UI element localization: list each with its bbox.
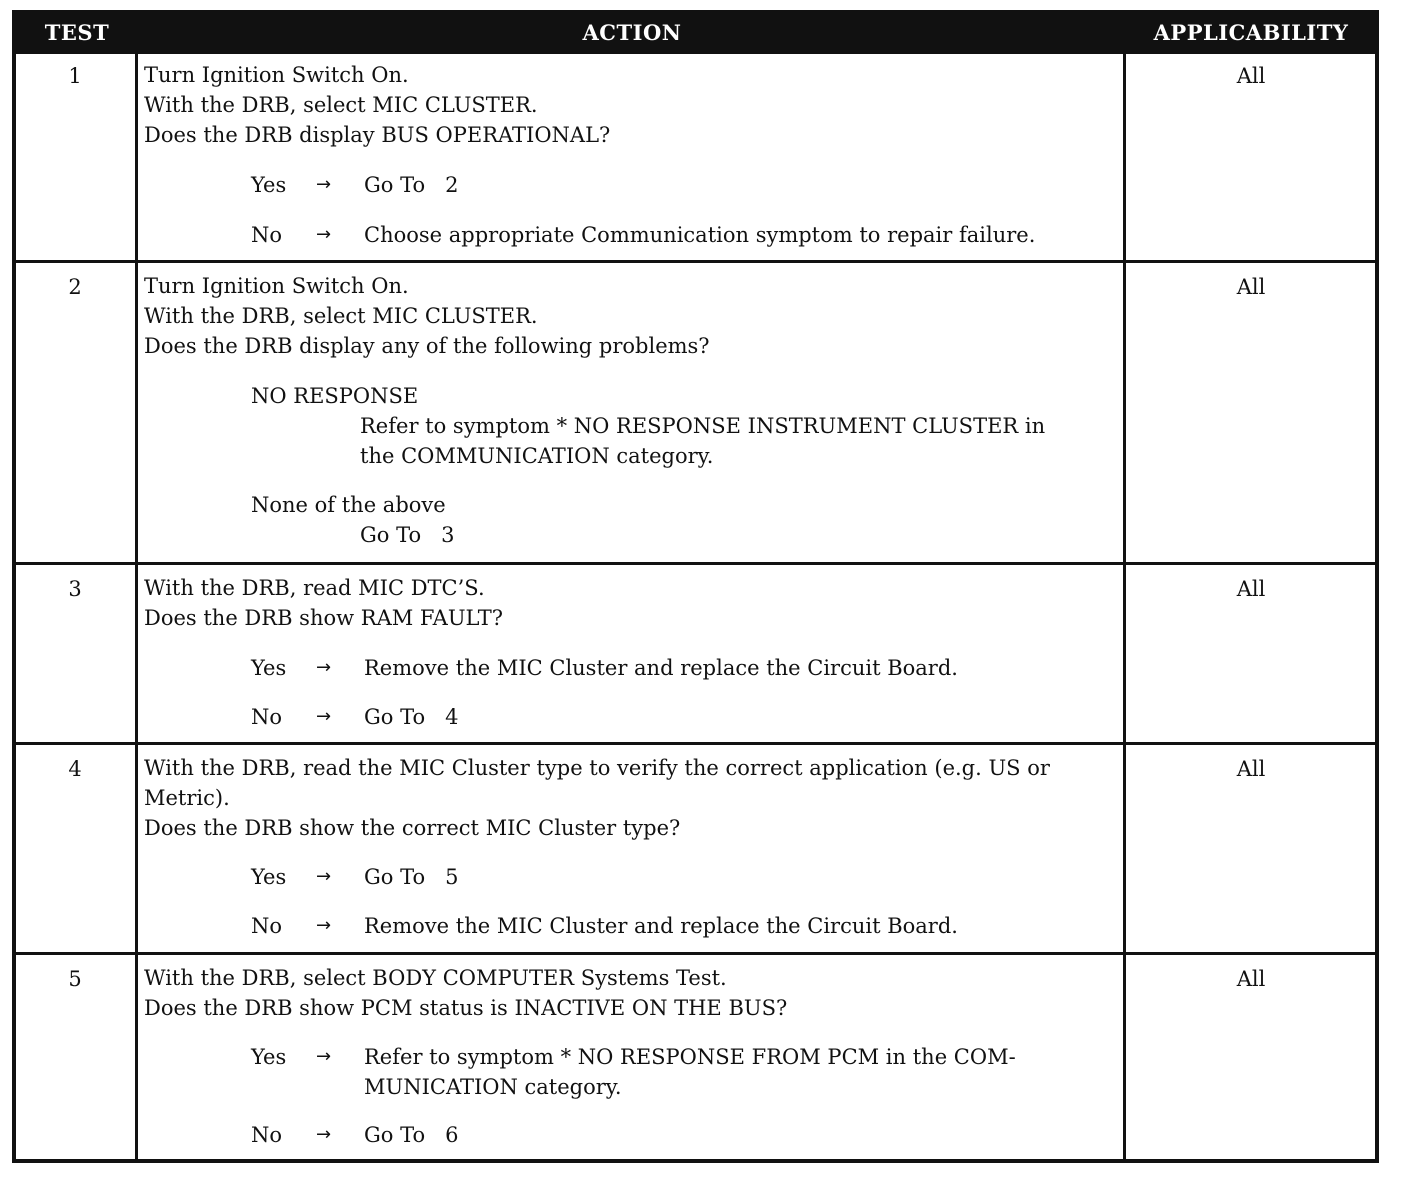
no-result: Choose appropriate Communication symptom to repair failure. (364, 223, 1036, 247)
row-divider (16, 562, 1375, 565)
arrow-icon: → (316, 1046, 332, 1067)
no-label: No (251, 914, 283, 938)
no-result: Go To 4 (364, 705, 459, 729)
no-label: No (251, 1123, 283, 1147)
action-line: Turn Ignition Switch On. (144, 63, 409, 87)
test-number: 1 (68, 64, 82, 88)
yes-label: Yes (251, 173, 287, 197)
diagnostic-table (12, 10, 1379, 1163)
action-line: Metric). (144, 786, 230, 810)
yes-result: MUNICATION category. (364, 1075, 622, 1099)
row-divider (16, 952, 1375, 955)
option-label: NO RESPONSE (251, 384, 419, 408)
action-line: With the DRB, select BODY COMPUTER Systems Test. (144, 966, 727, 990)
action-line: Turn Ignition Switch On. (144, 274, 409, 298)
yes-result: Remove the MIC Cluster and replace the Circuit Board. (364, 656, 958, 680)
applicability-value: All (1236, 967, 1266, 991)
option-result: Go To 3 (360, 523, 455, 547)
column-divider (1123, 54, 1126, 1159)
test-number: 2 (68, 275, 82, 299)
yes-result: Refer to symptom * NO RESPONSE FROM PCM in the COM- (364, 1045, 1016, 1069)
yes-label: Yes (251, 1045, 287, 1069)
column-divider (135, 54, 138, 1159)
no-result: Go To 6 (364, 1123, 459, 1147)
test-number: 4 (68, 757, 82, 781)
action-line: With the DRB, select MIC CLUSTER. (144, 304, 538, 328)
action-line: Does the DRB show the correct MIC Cluster type? (144, 816, 681, 840)
action-line: Does the DRB display any of the following problems? (144, 334, 710, 358)
no-label: No (251, 223, 283, 247)
header-action: ACTION (582, 20, 682, 45)
applicability-value: All (1236, 757, 1266, 781)
arrow-icon: → (316, 915, 332, 936)
arrow-icon: → (316, 1124, 332, 1145)
applicability-value: All (1236, 64, 1266, 88)
option-result: the COMMUNICATION category. (360, 444, 714, 468)
arrow-icon: → (316, 657, 332, 678)
header-applicability: APPLICABILITY (1153, 20, 1349, 45)
action-line: Does the DRB display BUS OPERATIONAL? (144, 123, 611, 147)
action-line: Does the DRB show RAM FAULT? (144, 606, 504, 630)
test-number: 3 (68, 577, 82, 601)
applicability-value: All (1236, 577, 1266, 601)
option-result: Refer to symptom * NO RESPONSE INSTRUMENT CLUSTER in (360, 414, 1046, 438)
arrow-icon: → (316, 174, 332, 195)
no-label: No (251, 705, 283, 729)
yes-result: Go To 2 (364, 173, 459, 197)
header-test: TEST (44, 20, 110, 45)
table-header (16, 14, 1375, 54)
arrow-icon: → (316, 866, 332, 887)
arrow-icon: → (316, 224, 332, 245)
test-number: 5 (68, 967, 82, 991)
yes-label: Yes (251, 865, 287, 889)
row-divider (16, 742, 1375, 745)
action-line: Does the DRB show PCM status is INACTIVE ON THE BUS? (144, 996, 788, 1020)
yes-result: Go To 5 (364, 865, 459, 889)
action-line: With the DRB, read the MIC Cluster type to verify the correct application (e.g. US or (144, 756, 1050, 780)
applicability-value: All (1236, 275, 1266, 299)
action-line: With the DRB, read MIC DTC’S. (144, 576, 485, 600)
row-divider (16, 260, 1375, 263)
arrow-icon: → (316, 706, 332, 727)
action-line: With the DRB, select MIC CLUSTER. (144, 93, 538, 117)
option-label: None of the above (251, 493, 446, 517)
no-result: Remove the MIC Cluster and replace the Circuit Board. (364, 914, 958, 938)
yes-label: Yes (251, 656, 287, 680)
